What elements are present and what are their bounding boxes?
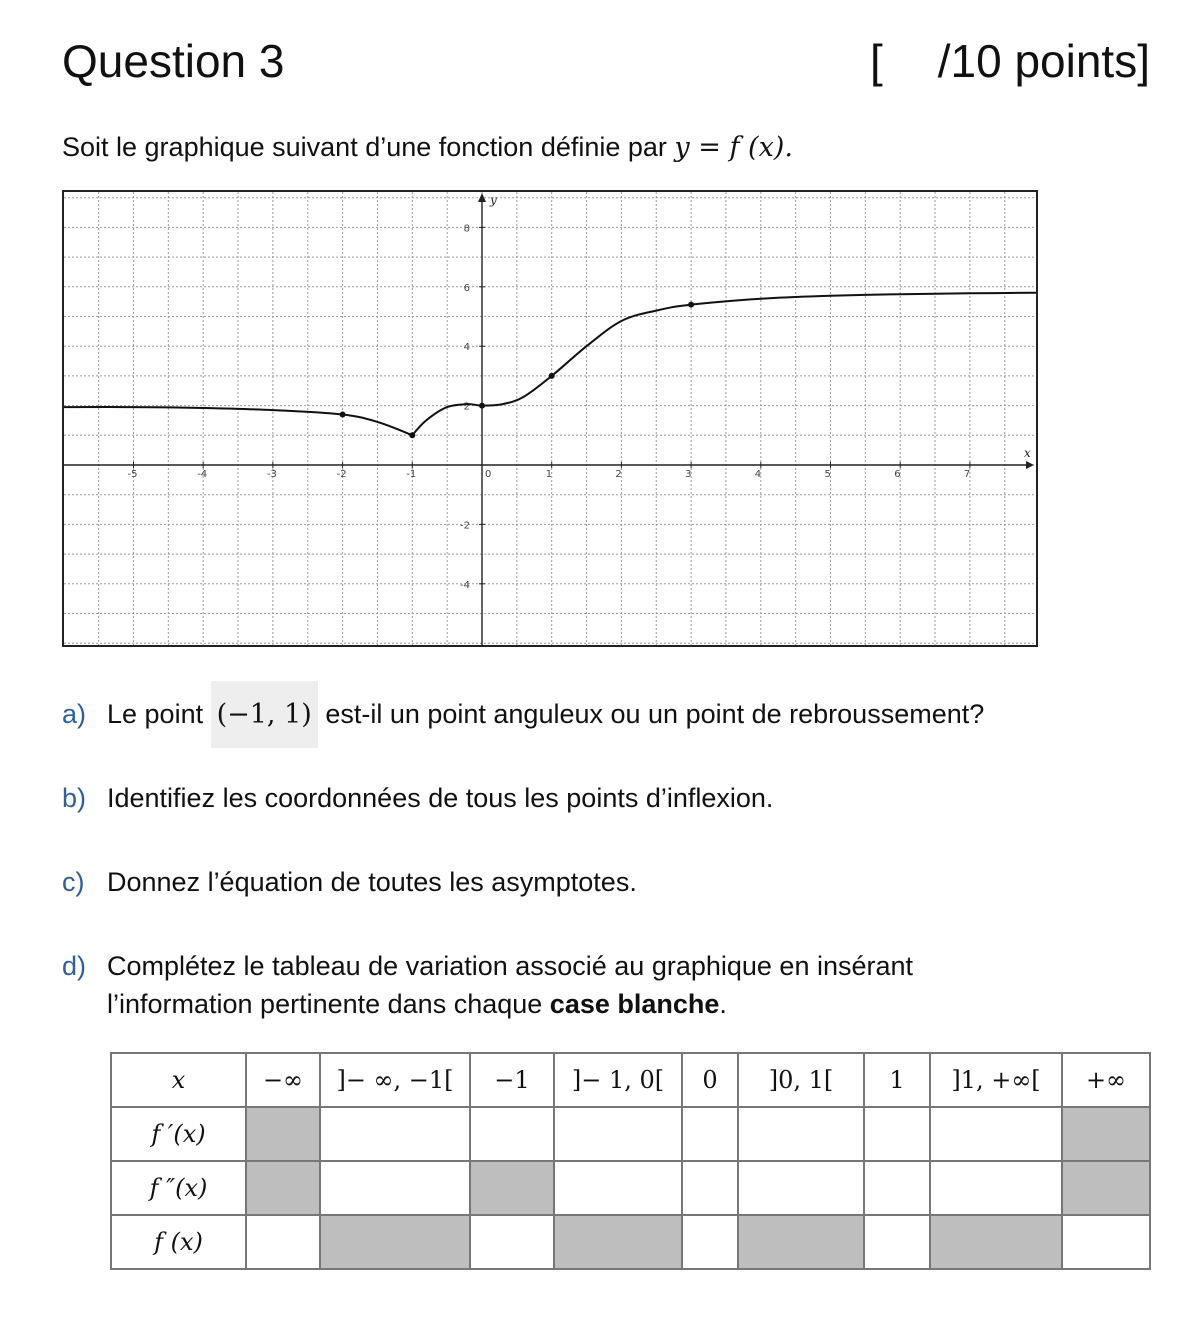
y-tick-label: 8 — [463, 223, 470, 235]
x-axis-arrow — [1026, 461, 1034, 469]
table-cell-shaded — [1062, 1161, 1150, 1215]
question-a — [62, 695, 984, 734]
points-open-bracket: [ — [869, 35, 883, 87]
table-cell-blank[interactable] — [320, 1161, 470, 1215]
x-tick-label: 5 — [824, 469, 831, 480]
question-d-bold: case blanche — [549, 989, 720, 1019]
marked-point — [409, 432, 415, 438]
y-tick-label: 4 — [463, 342, 470, 354]
intro-equation: y = f (x). — [674, 132, 793, 163]
x-tick-label: -3 — [266, 469, 277, 480]
x-tick-label: 1 — [545, 469, 553, 480]
variation-table — [110, 1052, 1151, 1270]
table-cell-shaded — [246, 1161, 320, 1215]
question-b — [62, 779, 773, 817]
table-cell-blank[interactable] — [554, 1161, 682, 1215]
table-header-cell: +∞ — [1062, 1053, 1150, 1107]
points-text: /10 points] — [937, 35, 1150, 87]
x-tick-label: -2 — [336, 469, 347, 480]
table-cell-shaded — [246, 1107, 320, 1161]
x-tick-label: 7 — [963, 469, 971, 480]
table-cell-blank[interactable] — [470, 1215, 554, 1269]
y-axis-label: y — [490, 193, 497, 207]
table-cell-blank[interactable] — [320, 1107, 470, 1161]
x-tick-label: -5 — [127, 469, 138, 480]
question-a-label: a) — [62, 699, 87, 729]
question-d-line2-post: . — [719, 989, 727, 1019]
x-axis-label: x — [1024, 446, 1031, 460]
table-header-cell: −∞ — [246, 1053, 320, 1107]
question-c-label: c) — [62, 867, 85, 897]
table-cell-blank[interactable] — [1062, 1215, 1150, 1269]
table-header-cell: ]− 1, 0[ — [554, 1053, 682, 1107]
table-cell-blank[interactable] — [738, 1161, 864, 1215]
table-header-cell: −1 — [470, 1053, 554, 1107]
x-tick-label: 0 — [485, 469, 492, 480]
table-header-cell: 1 — [864, 1053, 930, 1107]
row-label-fprime: f ′(x) — [111, 1107, 246, 1161]
table-cell-blank[interactable] — [864, 1215, 930, 1269]
question-d — [62, 947, 913, 1023]
table-cell-shaded — [554, 1215, 682, 1269]
points-box — [870, 34, 1150, 88]
y-tick-label: 2 — [463, 401, 470, 413]
function-graph — [62, 190, 1038, 647]
question-c-text: Donnez l’équation de toutes les asymptotes. — [107, 867, 637, 897]
graph-svg — [64, 192, 1036, 645]
marked-point — [340, 412, 346, 418]
table-header-cell: ]1, +∞[ — [930, 1053, 1062, 1107]
table-cell-blank[interactable] — [930, 1161, 1062, 1215]
question-c — [62, 863, 637, 901]
table-cell-blank[interactable] — [682, 1107, 738, 1161]
table-cell-shaded — [930, 1215, 1062, 1269]
table-header-cell: ]− ∞, −1[ — [320, 1053, 470, 1107]
question-a-text-pre: Le point — [107, 699, 211, 729]
table-cell-shaded — [738, 1215, 864, 1269]
table-header-cell: ]0, 1[ — [738, 1053, 864, 1107]
marked-point — [688, 302, 694, 308]
function-curve — [64, 293, 1036, 436]
table-cell-blank[interactable] — [930, 1107, 1062, 1161]
y-tick-label: -4 — [460, 579, 470, 591]
y-tick-label: 6 — [463, 282, 470, 294]
table-row-fprime — [111, 1107, 1150, 1161]
table-row-f — [111, 1215, 1150, 1269]
y-tick-label: -2 — [460, 520, 470, 532]
question-a-text-post: est-il un point anguleux ou un point de rebroussement? — [317, 699, 985, 729]
x-tick-label: 6 — [894, 469, 901, 480]
table-cell-shaded — [1062, 1107, 1150, 1161]
x-tick-label: 3 — [685, 469, 692, 480]
intro-text: Soit le graphique suivant d’une fonction définie par — [62, 132, 675, 162]
question-d-label: d) — [62, 951, 87, 981]
table-cell-shaded — [470, 1161, 554, 1215]
x-tick-label: -1 — [406, 469, 417, 480]
question-d-line2-pre: l’information pertinente dans chaque — [107, 989, 550, 1019]
x-tick-label: -4 — [197, 469, 208, 480]
table-cell-shaded — [320, 1215, 470, 1269]
x-tick-label: 2 — [615, 469, 622, 480]
intro-sentence — [62, 132, 793, 163]
question-title: Question 3 — [62, 35, 285, 87]
table-header-cell: 0 — [682, 1053, 738, 1107]
table-cell-blank[interactable] — [246, 1215, 320, 1269]
table-header-row — [111, 1053, 1150, 1107]
table-header-x: x — [111, 1053, 246, 1107]
table-cell-blank[interactable] — [554, 1107, 682, 1161]
row-label-f: f (x) — [111, 1215, 246, 1269]
table-cell-blank[interactable] — [682, 1161, 738, 1215]
question-b-text: Identifiez les coordonnées de tous les points d’inflexion. — [107, 783, 774, 813]
table-cell-blank[interactable] — [470, 1107, 554, 1161]
table-cell-blank[interactable] — [864, 1161, 930, 1215]
row-label-fsecond: f ″(x) — [111, 1161, 246, 1215]
question-d-line1: Complétez le tableau de variation associé au graphique en insérant — [107, 951, 914, 981]
table-cell-blank[interactable] — [864, 1107, 930, 1161]
table-cell-blank[interactable] — [682, 1215, 738, 1269]
table-cell-blank[interactable] — [738, 1107, 864, 1161]
table-row-fsecond — [111, 1161, 1150, 1215]
marked-point — [479, 403, 485, 409]
question-b-label: b) — [62, 783, 87, 813]
x-tick-label: 4 — [754, 469, 762, 480]
marked-point — [549, 373, 555, 379]
question-a-point: (−1, 1) — [211, 681, 318, 748]
